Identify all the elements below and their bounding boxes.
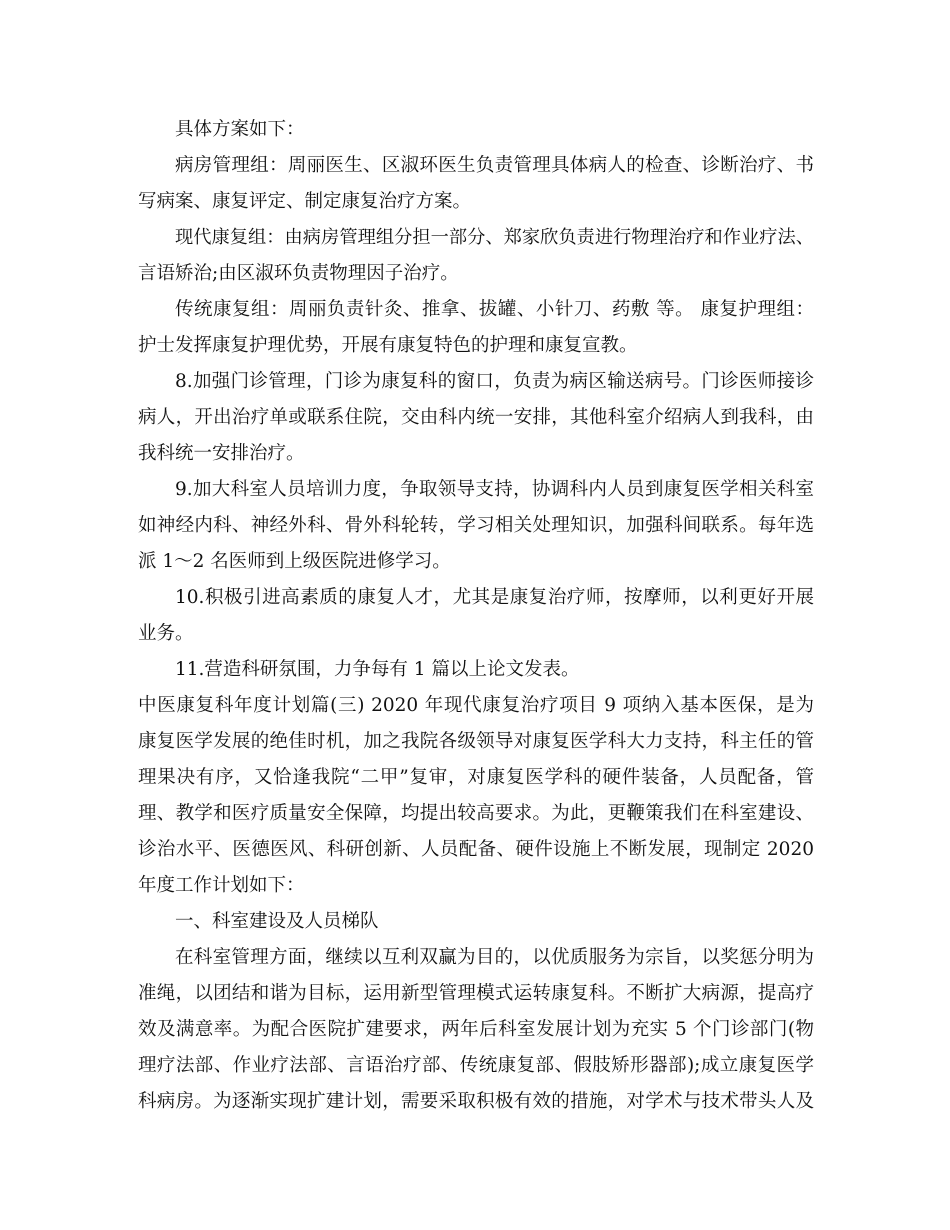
text-line: 护士发挥康复护理优势，开展有康复特色的护理和康复宣教。: [138, 335, 638, 356]
document-body: [138, 112, 814, 1120]
text-line: 理疗法部、作业疗法部、言语治疗部、传统康复部、假肢矫形器部);成立康复医学: [138, 1055, 814, 1076]
text-line: 理、教学和医疗质量安全保障，均提出较高要求。为此，更鞭策我们在科室建设、: [138, 803, 814, 824]
text-line: 言语矫治;由区淑环负责物理因子治疗。: [138, 263, 459, 284]
text-line: 病房管理组：周丽医生、区淑环医生负责管理具体病人的检查、诊断治疗、书: [175, 155, 814, 176]
section-heading-line: 中医康复科年度计划篇(三) 2020 年现代康复治疗项目 9 项纳入基本医保，是为: [138, 695, 814, 716]
text-line: 11.营造科研氛围，力争每有 1 篇以上论文发表。: [175, 659, 580, 680]
text-line: 科病房。为逐渐实现扩建计划，需要采取积极有效的措施，对学术与技术带头人及: [138, 1091, 814, 1112]
text-line: 派 1～2 名医师到上级医院进修学习。: [138, 551, 451, 572]
text-line: 效及满意率。为配合医院扩建要求，两年后科室发展计划为充实 5 个门诊部门(物: [138, 1019, 814, 1040]
subheading-line: 一、科室建设及人员梯队: [175, 911, 379, 932]
text-line: 8.加强门诊管理，门诊为康复科的窗口，负责为病区输送病号。门诊医师接诊: [175, 371, 814, 392]
text-line: 诊治水平、医德医风、科研创新、人员配备、硬件设施上不断发展，现制定 2020: [138, 839, 814, 860]
text-line: 康复医学发展的绝佳时机，加之我院各级领导对康复医学科大力支持，科主任的管: [138, 731, 814, 752]
text-line: 年度工作计划如下：: [138, 875, 305, 896]
text-line: 写病案、康复评定、制定康复治疗方案。: [138, 191, 472, 212]
text-line: 病人，开出治疗单或联系住院，交由科内统一安排，其他科室介绍病人到我科，由: [138, 407, 814, 428]
text-line: 准绳，以团结和谐为目标，运用新型管理模式运转康复科。不断扩大病源，提高疗: [138, 983, 814, 1004]
text-line: 9.加大科室人员培训力度，争取领导支持，协调科内人员到康复医学相关科室: [175, 479, 814, 500]
text-line: 在科室管理方面，继续以互利双赢为目的，以优质服务为宗旨，以奖惩分明为: [175, 947, 814, 968]
text-line: 传统康复组：周丽负责针灸、推拿、拔罐、小针刀、药敷 等。 康复护理组：: [175, 299, 814, 320]
text-line: 我科统一安排治疗。: [138, 443, 305, 464]
text-line: 如神经内科、神经外科、骨外科轮转，学习相关处理知识，加强科间联系。每年选: [138, 515, 814, 536]
text-line: 理果决有序，又恰逢我院“二甲”复审，对康复医学科的硬件装备，人员配备，管: [138, 767, 814, 788]
text-line: 现代康复组：由病房管理组分担一部分、郑家欣负责进行物理治疗和作业疗法、: [175, 227, 814, 248]
text-line: 10.积极引进高素质的康复人才，尤其是康复治疗师，按摩师，以利更好开展: [175, 587, 814, 608]
text-line: 具体方案如下：: [175, 119, 305, 140]
text-line: 业务。: [138, 623, 194, 644]
